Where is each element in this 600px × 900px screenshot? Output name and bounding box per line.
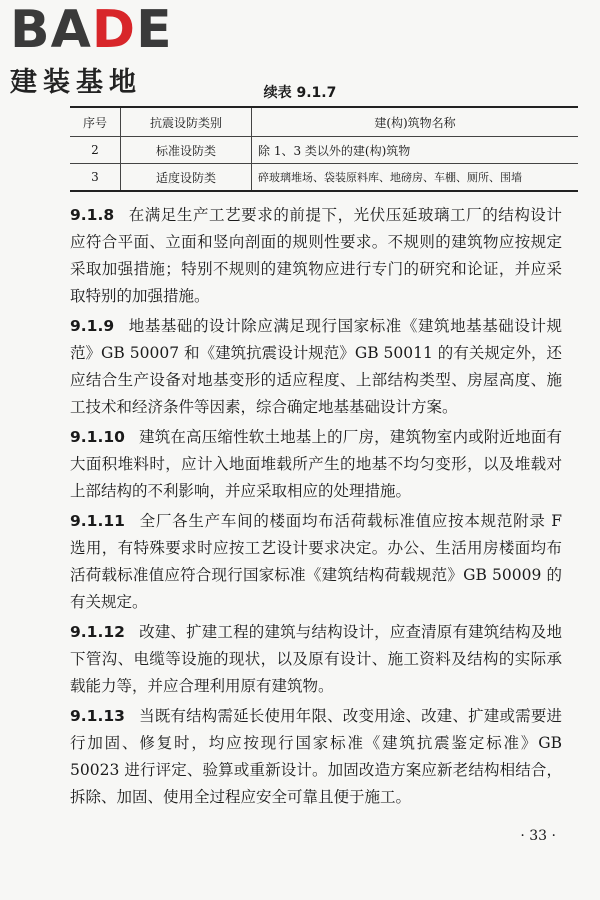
clause-text: 地基基础的设计除应满足现行国家标准《建筑地基基础设计规范》GB 50007 和《建筑抗震设计规范》GB 50011 的有关规定外，还应结合生产设备对地基变形的适应程度、上部结构类型、房屋高度、施工技术和经济条件等因素，综合确定地基基础设计方案。 (70, 317, 562, 416)
clause-paragraph (70, 703, 562, 811)
logo-wordmark (10, 0, 180, 60)
cell-index: 3 (70, 164, 121, 192)
clause-number: 9.1.12 (70, 623, 125, 641)
table-row (70, 164, 578, 192)
body-text (70, 202, 562, 814)
clause-paragraph (70, 619, 562, 700)
logo-word-left: BA (10, 0, 92, 60)
header-index: 序号 (70, 107, 121, 137)
cell-category: 标准设防类 (121, 137, 252, 164)
cell-building-name: 除 1、3 类以外的建(构)筑物 (252, 137, 579, 164)
header-building-name: 建(构)筑物名称 (252, 107, 579, 137)
cell-index: 2 (70, 137, 121, 164)
clause-number: 9.1.8 (70, 206, 115, 224)
clause-paragraph (70, 313, 562, 421)
clause-number: 9.1.10 (70, 428, 125, 446)
clause-text: 当既有结构需延长使用年限、改变用途、改建、扩建或需要进行加固、修复时，均应按现行国家标准《建筑抗震鉴定标准》GB 50023 进行评定、验算或重新设计。加固改造方案应新老结构相结合，拆除、加固、使用全过程应安全可靠且便于施工。 (70, 707, 562, 806)
clause-paragraph (70, 508, 562, 616)
header-category: 抗震设防类别 (121, 107, 252, 137)
logo-word-red: D (91, 0, 137, 60)
clause-paragraph (70, 202, 562, 310)
cell-building-name: 碎玻璃堆场、袋装原料库、地磅房、车棚、厕所、围墙 (252, 164, 579, 192)
logo-word-right: E (136, 0, 173, 60)
clause-number: 9.1.13 (70, 707, 125, 725)
clause-paragraph (70, 424, 562, 505)
clause-number: 9.1.11 (70, 512, 125, 530)
bade-logo (10, 0, 180, 98)
logo-subtitle: 建装基地 (10, 67, 142, 98)
table-header-row (70, 107, 578, 137)
table-title: 续表 9.1.7 (263, 85, 337, 101)
page-number: · 33 · (520, 828, 556, 844)
table-row (70, 137, 578, 164)
clause-number: 9.1.9 (70, 317, 115, 335)
clause-text: 在满足生产工艺要求的前提下，光伏压延玻璃工厂的结构设计应符合平面、立面和竖向剖面的规则性要求。不规则的建筑物应按规定采取加强措施；特别不规则的建筑物应进行专门的研究和论证，并应采取特别的加强措施。 (70, 206, 562, 305)
clause-text: 建筑在高压缩性软土地基上的厂房，建筑物室内或附近地面有大面积堆料时，应计入地面堆载所产生的地基不均匀变形，以及堆载对上部结构的不利影响，并应采取相应的处理措施。 (70, 428, 562, 500)
clause-text: 改建、扩建工程的建筑与结构设计，应查清原有建筑结构及地下管沟、电缆等设施的现状，以及原有设计、施工资料及结构的实际承载能力等，并应合理利用原有建筑物。 (70, 623, 562, 695)
cell-category: 适度设防类 (121, 164, 252, 192)
seismic-class-table (70, 106, 578, 192)
clause-text: 全厂各生产车间的楼面均布活荷载标准值应按本规范附录 F 选用，有特殊要求时应按工艺设计要求决定。办公、生活用房楼面均布活荷载标准值应符合现行国家标准《建筑结构荷载规范》GB 50009 的有关规定。 (70, 512, 562, 611)
